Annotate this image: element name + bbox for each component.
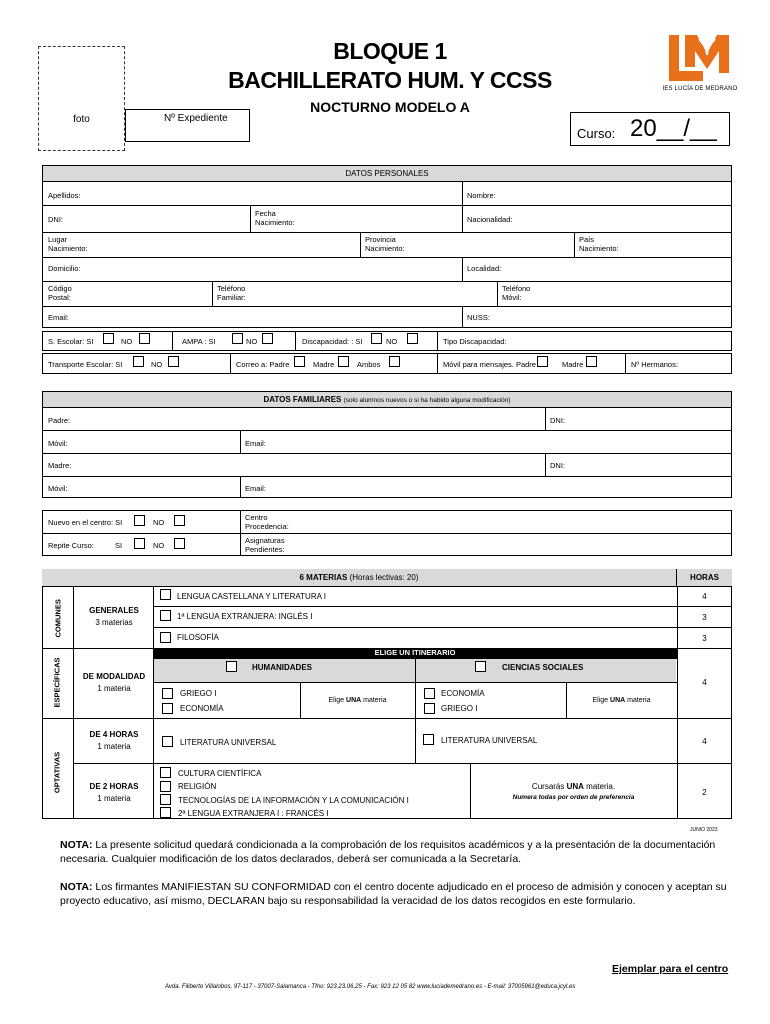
repite-no-checkbox[interactable] <box>174 538 185 549</box>
dni-field[interactable]: DNI: <box>48 215 63 224</box>
transporte-no-checkbox[interactable] <box>168 356 179 367</box>
especificas-label: ESPECÍFICAS <box>52 657 62 708</box>
photo-label: foto <box>73 114 90 125</box>
form-title-line1: BLOQUE 1 <box>333 38 447 64</box>
economia2-label: ECONOMÍA <box>441 689 485 698</box>
nota-2-text: Los firmantes MANIFIESTAN SU CONFORMIDAD con el centro docente adjudicado en el proceso de admisión y conocen y aceptan su proyecto educativo, así mismo, DECLARAN bajo su responsabilidad la veracidad de los datos recogidos en este formulario. <box>60 881 727 907</box>
discapacidad-no-label: NO <box>386 337 398 346</box>
cuatro-horas-hours: 4 <box>702 737 707 746</box>
correo-madre-label: Madre <box>313 360 335 369</box>
correo-ambos-label: Ambos <box>357 360 381 369</box>
nacionalidad-field[interactable]: Nacionalidad: <box>467 215 513 224</box>
modalidad-hours: 4 <box>702 678 707 687</box>
economia-checkbox[interactable] <box>162 703 173 714</box>
nuss-field[interactable]: NUSS: <box>467 313 490 322</box>
cultura-label: CULTURA CIENTÍFICA <box>178 769 262 778</box>
transporte-si-checkbox[interactable] <box>133 356 144 367</box>
discapacidad-label: Discapacidad: : SI <box>302 337 363 346</box>
movil-padre-checkbox[interactable] <box>537 356 548 367</box>
repite-no-label: NO <box>153 541 165 550</box>
movil-mensajes-label: Móvil para mensajes. Padre <box>443 360 536 369</box>
griego-checkbox[interactable] <box>162 688 173 699</box>
materias-heading-note: (Horas lectivas: 20) <box>349 573 419 582</box>
lengua-hours: 4 <box>702 592 707 601</box>
escolar-no-checkbox[interactable] <box>139 333 150 344</box>
optativas-label: OPTATIVAS <box>52 751 62 794</box>
nombre-field[interactable]: Nombre: <box>467 191 496 200</box>
escolar-no-label: NO <box>121 337 133 346</box>
generales-count: 3 materias <box>95 618 133 627</box>
nota-1-label: NOTA: <box>60 839 93 851</box>
ampa-si-checkbox[interactable] <box>232 333 243 344</box>
itinerario-banner: ELIGE UN ITINERARIO <box>153 648 677 658</box>
madre-field[interactable]: Madre: <box>48 461 72 470</box>
repite-label: Repite Curso: <box>48 541 94 550</box>
logo-text: IES LUCÍA DE MEDRANO <box>662 86 738 92</box>
elige-una-ccss: Elige UNA materia <box>592 697 651 704</box>
form-title-line2: BACHILLERATO HUM. Y CCSS <box>228 67 552 93</box>
comunes-label: COMUNES <box>53 599 63 638</box>
cuatro-horas-label: DE 4 HORAS <box>89 730 139 739</box>
family-data-heading <box>42 391 732 408</box>
expediente-label: Nº Expediente <box>164 113 228 124</box>
transporte-row <box>42 353 732 374</box>
fecha-nacimiento-field[interactable]: Fecha Nacimiento: <box>255 209 295 227</box>
cursaras-una: Cursarás UNA materia. <box>531 782 616 791</box>
lengua-checkbox[interactable] <box>160 589 171 600</box>
correo-madre-checkbox[interactable] <box>338 356 349 367</box>
codigo-postal-field[interactable]: Código Postal: <box>48 284 72 302</box>
religion-label: RELIGIÓN <box>178 782 217 791</box>
tic-checkbox[interactable] <box>160 794 171 805</box>
dos-horas-count: 1 materia <box>97 794 131 803</box>
economia2-checkbox[interactable] <box>424 688 435 699</box>
generales-label: GENERALES <box>89 606 139 615</box>
transporte-label: Transporte Escolar: SI <box>48 360 123 369</box>
escolar-label: S. Escolar: SI <box>48 337 94 346</box>
ingles-checkbox[interactable] <box>160 610 171 621</box>
hermanos-field[interactable]: Nº Hermanos: <box>631 360 678 369</box>
discapacidad-no-checkbox[interactable] <box>407 333 418 344</box>
escolar-si-checkbox[interactable] <box>103 333 114 344</box>
nuevo-no-label: NO <box>153 518 165 527</box>
ciencias-sociales-label: CIENCIAS SOCIALES <box>502 663 584 672</box>
madre-email-field[interactable]: Email: <box>245 484 266 493</box>
form-title-line3: NOCTURNO MODELO A <box>310 99 470 115</box>
ciencias-sociales-checkbox[interactable] <box>475 661 486 672</box>
filosofia-label: FILOSOFÍA <box>177 633 219 642</box>
photo-box[interactable] <box>38 46 125 151</box>
nota-1 <box>60 838 730 866</box>
telefono-movil-field[interactable]: Teléfono Móvil: <box>502 284 531 302</box>
dos-horas-label: DE 2 HORAS <box>89 782 139 791</box>
madre-movil-field[interactable]: Móvil: <box>48 484 68 493</box>
padre-dni-field[interactable]: DNI: <box>550 416 565 425</box>
lit-universal-checkbox[interactable] <box>162 736 173 747</box>
lit-universal-label: LITERATURA UNIVERSAL <box>180 738 277 747</box>
localidad-field[interactable]: Localidad: <box>467 264 502 273</box>
ejemplar-label: Ejemplar para el centro <box>612 963 729 975</box>
movil-madre-label: Madre <box>562 360 584 369</box>
ampa-no-checkbox[interactable] <box>262 333 273 344</box>
filosofia-checkbox[interactable] <box>160 632 171 643</box>
correo-padre-checkbox[interactable] <box>294 356 305 367</box>
nota-1-text: La presente solicitud quedará condicionada a la comprobación de los requisitos académicos y a la presentación de la documentación necesaria. Cualquier modificación de los datos declarados, deberá ser comunicada a la Secretaría. <box>60 839 716 865</box>
modalidad-label: DE MODALIDAD <box>82 672 146 681</box>
provincia-nacimiento-field[interactable]: Provincia Nacimiento: <box>365 235 405 253</box>
padre-field[interactable]: Padre: <box>48 416 71 425</box>
griego-label: GRIEGO I <box>180 689 217 698</box>
family-heading-bold: DATOS FAMILIARES <box>263 395 342 404</box>
centro-procedencia-field[interactable]: Centro Procedencia: <box>245 513 289 531</box>
modalidad-count: 1 materia <box>97 684 131 693</box>
nota-2 <box>60 880 730 908</box>
repite-si-label: SI <box>115 541 123 550</box>
padre-movil-field[interactable]: Móvil: <box>48 439 68 448</box>
frances-label: 2ª LENGUA EXTRANJERA I : FRANCÉS I <box>178 809 329 818</box>
transporte-no-label: NO <box>151 360 163 369</box>
nota-2-label: NOTA: <box>60 881 93 893</box>
lit-universal2-label: LITERATURA UNIVERSAL <box>441 736 538 745</box>
form-date: JUNIO 2023 <box>690 827 718 833</box>
ingles-label: 1ª LENGUA EXTRANJERA: INGLÉS I <box>177 612 313 621</box>
personal-data-heading: DATOS PERSONALES <box>42 165 732 182</box>
padre-email-field[interactable]: Email: <box>245 439 266 448</box>
discapacidad-si-checkbox[interactable] <box>371 333 382 344</box>
dos-horas-hours: 2 <box>702 788 707 797</box>
movil-madre-checkbox[interactable] <box>586 356 597 367</box>
curso-label: Curso: <box>577 126 616 141</box>
materias-heading <box>42 569 677 587</box>
humanidades-checkbox[interactable] <box>226 661 237 672</box>
domicilio-field[interactable]: Domicilio: <box>48 264 81 273</box>
curso-field[interactable] <box>570 112 730 146</box>
ampa-no-label: NO <box>246 337 258 346</box>
tipo-discapacidad-field[interactable]: Tipo Discapacidad: <box>443 337 507 346</box>
correo-label: Correo a: Padre <box>236 360 290 369</box>
griego2-checkbox[interactable] <box>424 703 435 714</box>
telefono-familiar-field[interactable]: Teléfono Familiar: <box>217 284 246 302</box>
cuatro-horas-count: 1 materia <box>97 742 131 751</box>
correo-ambos-checkbox[interactable] <box>389 356 400 367</box>
frances-checkbox[interactable] <box>160 807 171 818</box>
numera-preferencia: Numera todas por orden de preferencia <box>512 794 635 801</box>
filosofia-hours: 3 <box>702 634 707 643</box>
horas-heading: HORAS <box>677 569 732 587</box>
humanidades-label: HUMANIDADES <box>252 663 312 672</box>
religion-checkbox[interactable] <box>160 781 171 792</box>
tic-label: TECNOLOGÍAS DE LA INFORMACIÓN Y LA COMUNICACIÓN I <box>178 796 409 805</box>
economia-label: ECONOMÍA <box>180 704 224 713</box>
madre-dni-field[interactable]: DNI: <box>550 461 565 470</box>
elige-una-hum: Elige UNA materia <box>328 697 387 704</box>
asignaturas-pendientes-field[interactable]: Asignaturas Pendientes: <box>245 536 285 554</box>
repite-si-checkbox[interactable] <box>134 538 145 549</box>
school-address: Avda. Filiberto Villalobos, 97-117 - 37007-Salamanca - Tfno: 923.23.06.25 - Fax: 923 12 05 82 www.luciademedrano.es - E-mail: 37005961@educa.jcyl.es <box>165 984 576 990</box>
nuevo-no-checkbox[interactable] <box>174 515 185 526</box>
nuevo-si-checkbox[interactable] <box>134 515 145 526</box>
pais-nacimiento-field[interactable]: País Nacimiento: <box>579 235 619 253</box>
ingles-hours: 3 <box>702 613 707 622</box>
ampa-label: AMPA : SI <box>182 337 216 346</box>
nuevo-centro-label: Nuevo en el centro: SI <box>48 518 123 527</box>
griego2-label: GRIEGO I <box>441 704 478 713</box>
lugar-nacimiento-field[interactable]: Lugar Nacimiento: <box>48 235 88 253</box>
lit-universal2-checkbox[interactable] <box>423 734 434 745</box>
curso-value: 20__/__ <box>630 115 717 142</box>
email-field[interactable]: Email: <box>48 313 69 322</box>
lengua-label: LENGUA CASTELLANA Y LITERATURA I <box>177 592 326 601</box>
cultura-checkbox[interactable] <box>160 767 171 778</box>
materias-heading-bold: 6 MATERIAS <box>299 573 348 582</box>
family-heading-note: (solo alumnos nuevos o si ha habido alguna modificación) <box>343 397 511 404</box>
apellidos-field[interactable]: Apellidos: <box>48 191 81 200</box>
